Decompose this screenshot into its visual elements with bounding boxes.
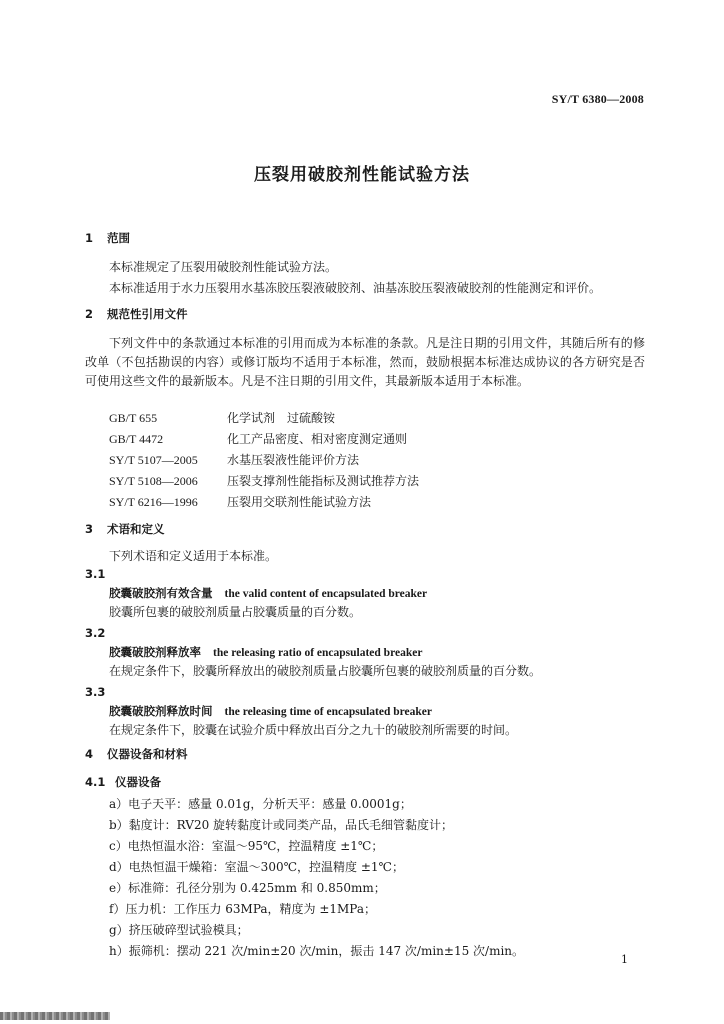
reference-item (109, 431, 407, 447)
reference-item (109, 494, 371, 510)
section-3-heading (85, 521, 165, 537)
term-definition: 胶囊所包裹的破胶剂质量占胶囊质量的百分数。 (109, 605, 362, 619)
document-title: 压裂用破胶剂性能试验方法 (254, 165, 470, 185)
section-title: 术语和定义 (107, 522, 165, 536)
term-english: the releasing ratio of encapsulated breaker (213, 647, 423, 659)
terms-intro: 下列术语和定义适用于本标准。 (109, 549, 278, 563)
equipment-item: b）黏度计：RV20 旋转黏度计或同类产品，品氏毛细管黏度计； (109, 818, 454, 832)
equipment-item: c）电热恒温水浴：室温～95℃，控温精度 ±1℃； (109, 839, 384, 853)
term-chinese: 胶囊破胶剂有效含量 (109, 586, 213, 600)
reference-item (109, 473, 419, 489)
subsection-title: 仪器设备 (115, 775, 161, 789)
section-4-heading (85, 746, 188, 762)
term-chinese: 胶囊破胶剂释放时间 (109, 704, 213, 718)
section-number: 3 (85, 522, 94, 536)
term-english: the releasing time of encapsulated breaker (224, 706, 433, 718)
section-number: 1 (85, 231, 94, 245)
reference-code: GB/T 655 (109, 411, 158, 425)
reference-name: 化工产品密度、相对密度测定通则 (227, 432, 408, 446)
section-1-heading (85, 230, 130, 246)
equipment-item: e）标准筛：孔径分别为 0.425mm 和 0.850mm； (109, 881, 386, 895)
subsection-4-1-heading (85, 774, 161, 790)
term-number: 3.1 (85, 567, 106, 581)
equipment-item: f）压力机：工作压力 63MPa，精度为 ±1MPa； (109, 902, 376, 916)
term-definition: 在规定条件下，胶囊所释放出的破胶剂质量占胶囊所包裹的破胶剂质量的百分数。 (109, 664, 542, 678)
reference-name: 压裂支撑剂性能指标及测试推荐方法 (227, 474, 420, 488)
reference-name: 化学试剂 过硫酸铵 (227, 411, 336, 425)
term-number: 3.3 (85, 685, 106, 699)
scan-artifact (0, 1012, 110, 1020)
section-2-heading (85, 306, 188, 322)
section-title: 规范性引用文件 (107, 307, 188, 321)
scope-paragraph-2: 本标准适用于水力压裂用水基冻胶压裂液破胶剂、油基冻胶压裂液破胶剂的性能测定和评价。 (109, 281, 602, 295)
term-heading (109, 644, 422, 661)
term-number: 3.2 (85, 626, 106, 640)
term-heading (109, 585, 427, 602)
section-title: 仪器设备和材料 (107, 747, 188, 761)
reference-item (109, 452, 359, 468)
section-number: 4 (85, 747, 94, 761)
reference-code: SY/T 6216—1996 (109, 495, 198, 509)
subsection-number: 4.1 (85, 775, 106, 789)
term-heading (109, 703, 432, 720)
reference-code: SY/T 5107—2005 (109, 453, 198, 467)
equipment-item: a）电子天平：感量 0.01g，分析天平：感量 0.0001g； (109, 797, 412, 811)
reference-name: 水基压裂液性能评价方法 (227, 453, 360, 467)
term-chinese: 胶囊破胶剂释放率 (109, 645, 201, 659)
term-english: the valid content of encapsulated breaker (224, 588, 428, 600)
reference-code: SY/T 5108—2006 (109, 474, 198, 488)
equipment-item: h）振筛机：摆动 221 次/min±20 次/min，振击 147 次/min±15 次/min。 (109, 944, 525, 958)
section-number: 2 (85, 307, 94, 321)
page-number: 1 (621, 953, 628, 966)
reference-name: 压裂用交联剂性能试验方法 (227, 495, 372, 509)
reference-code: GB/T 4472 (109, 432, 164, 446)
reference-item (109, 410, 335, 426)
standard-code: SY/T 6380—2008 (551, 92, 644, 106)
term-definition: 在规定条件下，胶囊在试验介质中释放出百分之九十的破胶剂所需要的时间。 (109, 723, 518, 737)
scope-paragraph-1: 本标准规定了压裂用破胶剂性能试验方法。 (109, 260, 338, 274)
normative-references-paragraph: 下列文件中的条款通过本标准的引用而成为本标准的条款。凡是注日期的引用文件，其随后所有的修改单（不包括勘误的内容）或修订版均不适用于本标准，然而，鼓励根据本标准达成协议的各方研究是否可使用这些文件的最新版本。凡是不注日期的引用文件，其最新版本适用于本标准。 (85, 336, 645, 388)
equipment-item: d）电热恒温干燥箱：室温～300℃，控温精度 ±1℃； (109, 860, 404, 874)
section-title: 范围 (107, 231, 130, 245)
equipment-item: g）挤压破碎型试验模具； (109, 923, 249, 937)
